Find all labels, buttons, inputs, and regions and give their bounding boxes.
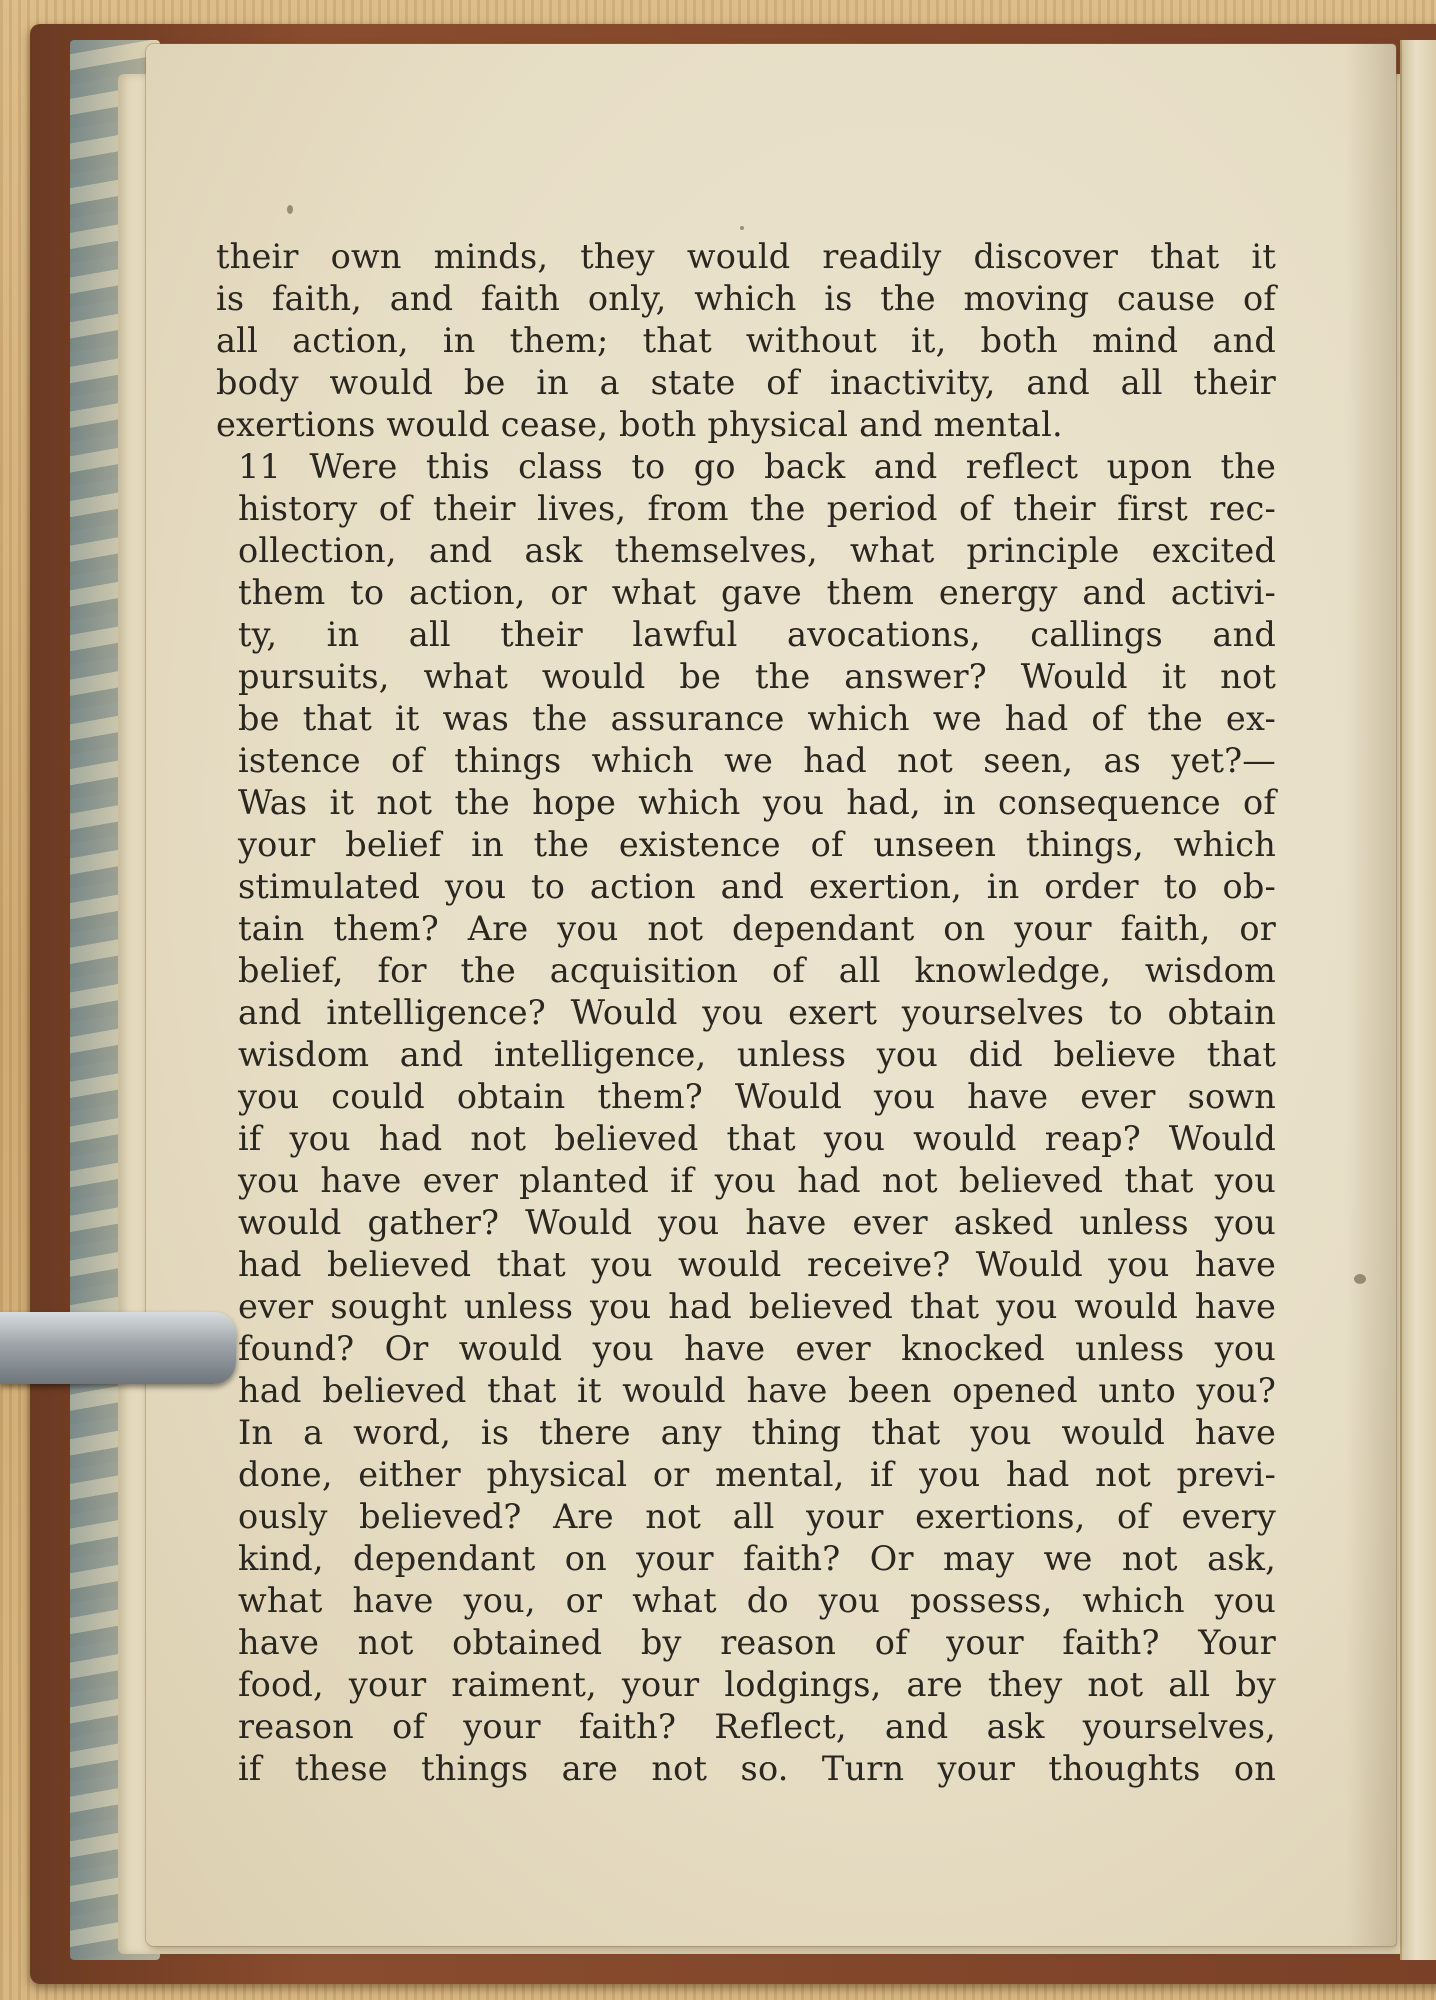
text-line: if you had not believed that you would reap? Would xyxy=(238,1119,1276,1158)
text-line: history of their lives, from the period of their first rec- xyxy=(238,489,1276,528)
paragraph-11 xyxy=(216,446,1276,1790)
text-line: you have ever planted if you had not believed that you xyxy=(238,1161,1276,1200)
paragraph-continuation xyxy=(216,236,1276,446)
text-line: all action, in them; that without it, both mind and xyxy=(216,321,1276,360)
text-line: them to action, or what gave them energy and activi- xyxy=(238,573,1276,612)
text-line: you could obtain them? Would you have ever sown xyxy=(238,1077,1276,1116)
text-line: if these things are not so. Turn your thoughts on xyxy=(238,1749,1276,1788)
text-line: what have you, or what do you possess, which you xyxy=(238,1581,1276,1620)
page-text xyxy=(216,236,1276,1790)
text-line: their own minds, they would readily discover that it xyxy=(216,237,1276,276)
text-line: ever sought unless you had believed that you would have xyxy=(238,1287,1276,1326)
text-line: In a word, is there any thing that you would have xyxy=(238,1413,1276,1452)
text-line: 11 Were this class to go back and reflect upon the xyxy=(238,447,1276,486)
text-line: be that it was the assurance which we had of the ex- xyxy=(238,699,1276,738)
text-line: and intelligence? Would you exert yourselves to obtain xyxy=(238,993,1276,1032)
text-line: istence of things which we had not seen, as yet?— xyxy=(238,741,1276,780)
text-line: tain them? Are you not dependant on your faith, or xyxy=(238,909,1276,948)
text-line: belief, for the acquisition of all knowledge, wisdom xyxy=(238,951,1276,990)
text-line: reason of your faith? Reflect, and ask yourselves, xyxy=(238,1707,1276,1746)
text-line: your belief in the existence of unseen things, which xyxy=(238,825,1276,864)
text-line: exertions would cease, both physical and mental. xyxy=(216,405,1063,444)
page-gutter-shadow xyxy=(1346,44,1396,1946)
text-line: done, either physical or mental, if you had not previ- xyxy=(238,1455,1276,1494)
text-line: ollection, and ask themselves, what principle excited xyxy=(238,531,1276,570)
paper-speck xyxy=(1354,1274,1366,1284)
text-line: body would be in a state of inactivity, and all their xyxy=(216,363,1276,402)
text-line: had believed that you would receive? Would you have xyxy=(238,1245,1276,1284)
text-line: had believed that it would have been opened unto you? xyxy=(238,1371,1276,1410)
text-line: found? Or would you have ever knocked unless you xyxy=(238,1329,1276,1368)
text-line: ously believed? Are not all your exertions, of every xyxy=(238,1497,1276,1536)
text-line: stimulated you to action and exertion, in order to ob- xyxy=(238,867,1276,906)
text-line: ty, in all their lawful avocations, callings and xyxy=(238,615,1276,654)
text-line: would gather? Would you have ever asked unless you xyxy=(238,1203,1276,1242)
text-line: have not obtained by reason of your faith? Your xyxy=(238,1623,1276,1662)
paper-speck xyxy=(287,205,293,214)
paper-speck xyxy=(740,226,744,230)
facing-page-edge xyxy=(1400,40,1436,1960)
text-line: kind, dependant on your faith? Or may we not ask, xyxy=(238,1539,1276,1578)
text-line: Was it not the hope which you had, in consequence of xyxy=(238,783,1276,822)
text-line: food, your raiment, your lodgings, are they not all by xyxy=(238,1665,1276,1704)
text-line: pursuits, what would be the answer? Would it not xyxy=(238,657,1276,696)
text-line: wisdom and intelligence, unless you did believe that xyxy=(238,1035,1276,1074)
text-line: is faith, and faith only, which is the moving cause of xyxy=(216,279,1276,318)
book-clip xyxy=(0,1312,236,1384)
